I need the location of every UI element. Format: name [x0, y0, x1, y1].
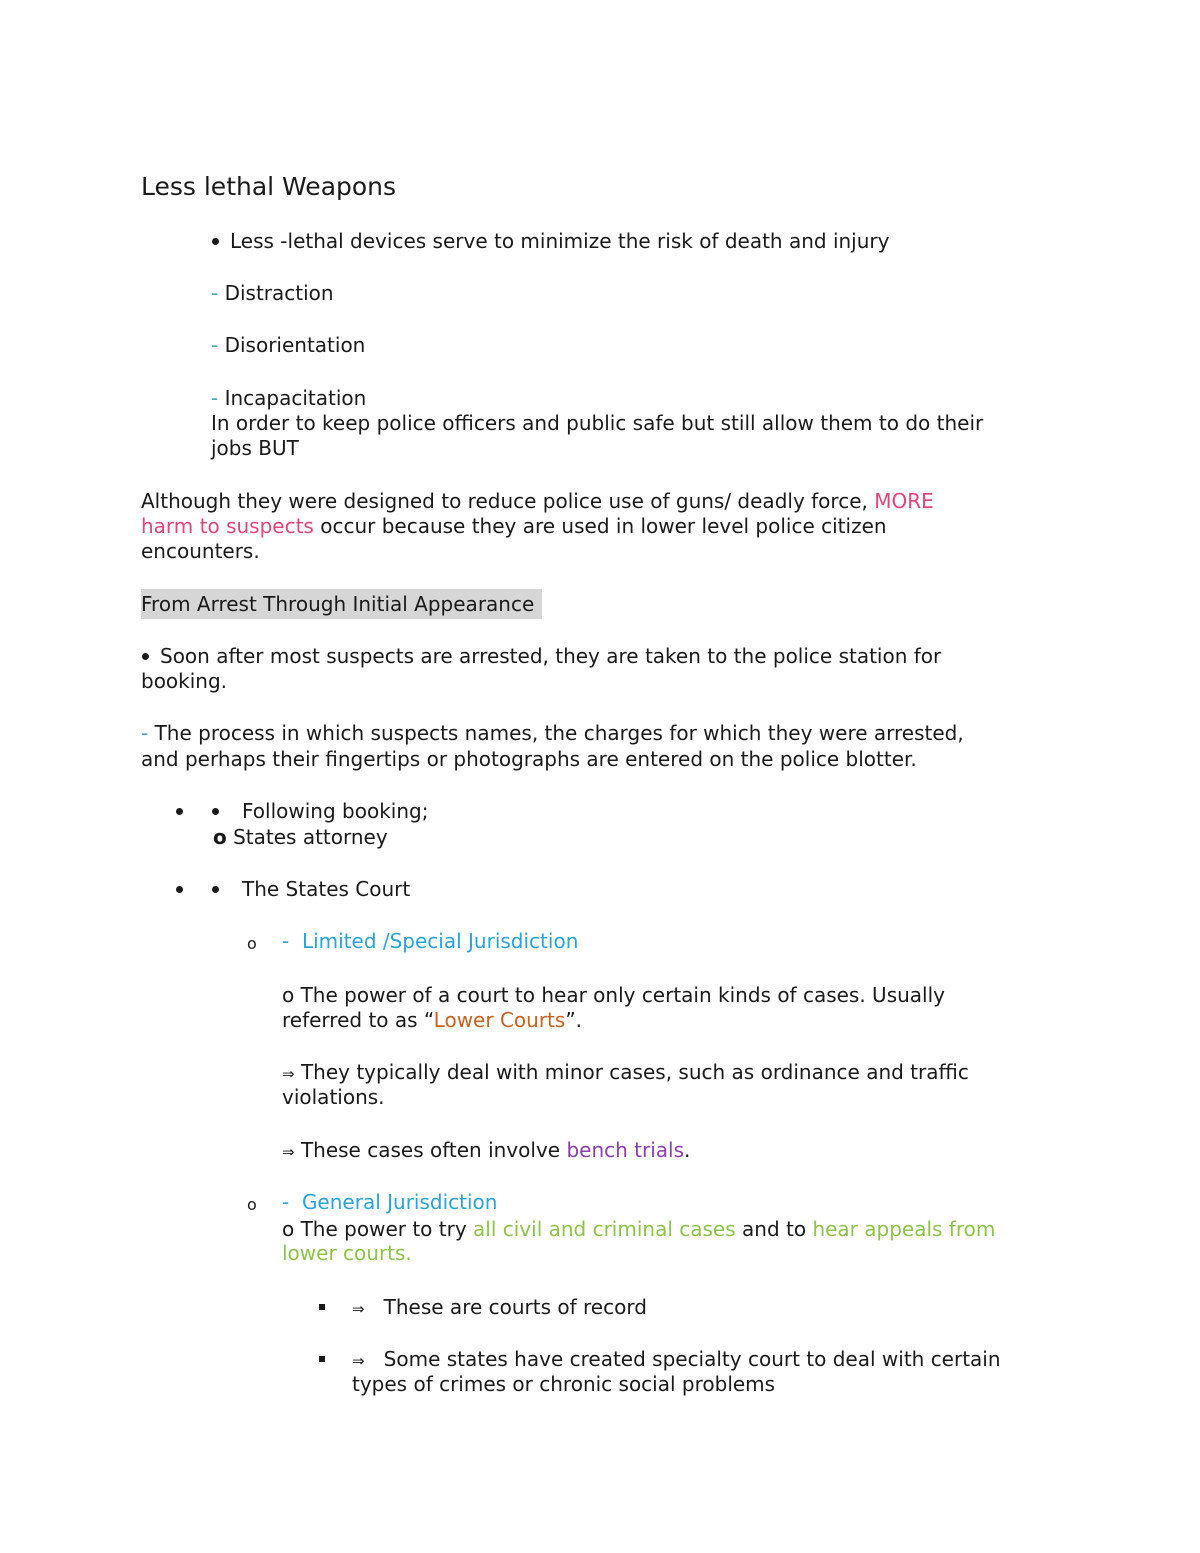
paragraph-line — [282, 1060, 969, 1087]
highlight-text: MORE — [874, 489, 934, 513]
text-run: The process in which suspects names, the charges for which they were arrested, — [148, 721, 964, 745]
heading-text: From Arrest Through Initial Appearance — [141, 589, 542, 619]
dash-marker: - — [211, 386, 219, 410]
list-item — [211, 281, 334, 306]
list-item: The States Court — [242, 877, 411, 901]
bullet-icon — [142, 653, 149, 660]
paragraph-line: and perhaps their fingertips or photographs are entered on the police blotter. — [141, 747, 917, 771]
list-item — [282, 929, 578, 954]
paragraph-line — [141, 721, 964, 746]
bullet-icon — [212, 808, 219, 815]
list-item — [352, 1347, 1001, 1374]
bullet-icon — [212, 886, 219, 893]
bullet-text: Less -lethal devices serve to minimize the risk of death and injury — [230, 229, 890, 253]
arrow-icon: ⇒ — [282, 1065, 295, 1083]
bullet-icon — [176, 808, 183, 815]
dash-marker: - — [282, 929, 290, 953]
highlight-text: hear appeals from — [812, 1217, 996, 1241]
bullet-icon — [176, 886, 183, 893]
paragraph-line — [141, 489, 934, 514]
paragraph-line — [141, 514, 887, 539]
text-run: . — [684, 1138, 691, 1162]
dash-marker: - — [282, 1190, 290, 1214]
item-text: Distraction — [224, 281, 334, 305]
o-marker: o — [247, 934, 257, 953]
dash-marker: - — [211, 281, 219, 305]
highlight-text: bench trials — [566, 1138, 684, 1162]
o-marker: o — [247, 1195, 257, 1214]
item-text: Incapacitation — [224, 386, 367, 410]
paragraph-line: Soon after most suspects are arrested, they are taken to the police station for — [160, 644, 942, 668]
arrow-icon: ⇒ — [352, 1352, 365, 1370]
text-run: Although they were designed to reduce police use of guns/ deadly force, — [141, 489, 875, 513]
paragraph-line — [282, 1008, 582, 1033]
list-item — [352, 1295, 647, 1322]
highlight-text: harm to suspects — [141, 514, 314, 538]
highlight-text: Lower Courts — [433, 1008, 566, 1032]
dash-marker: - — [141, 721, 149, 745]
list-item — [282, 1190, 497, 1215]
bullet-icon — [212, 238, 219, 245]
list-item — [211, 386, 366, 411]
item-text: Limited /Special Jurisdiction — [301, 929, 579, 953]
page-title: Less lethal Weapons — [141, 172, 397, 201]
item-text: Some states have created specialty court to deal with certain — [383, 1347, 1001, 1371]
item-text: General Jurisdiction — [301, 1190, 498, 1214]
paragraph-line: In order to keep police officers and public safe but still allow them to do their — [211, 411, 984, 435]
paragraph-line: lower courts. — [282, 1241, 412, 1265]
paragraph-line: violations. — [282, 1085, 385, 1109]
item-text: Disorientation — [224, 333, 366, 357]
item-text: These are courts of record — [383, 1295, 647, 1319]
text-run: o The power to try — [282, 1217, 474, 1241]
square-bullet-icon — [319, 1356, 325, 1362]
paragraph-line: booking. — [141, 669, 228, 693]
highlight-text: all civil and criminal cases — [473, 1217, 736, 1241]
paragraph-line — [282, 1138, 690, 1165]
arrow-icon: ⇒ — [352, 1300, 365, 1318]
text-run: These cases often involve — [300, 1138, 567, 1162]
arrow-icon: ⇒ — [282, 1143, 295, 1161]
paragraph-line: jobs BUT — [211, 436, 299, 460]
list-item — [211, 333, 365, 358]
item-text: States attorney — [233, 825, 388, 849]
o-marker: o — [213, 825, 227, 849]
square-bullet-icon — [319, 1304, 325, 1310]
section-heading — [141, 592, 542, 617]
paragraph-line: encounters. — [141, 539, 260, 563]
list-item — [213, 825, 388, 850]
text-run: They typically deal with minor cases, such as ordinance and traffic — [300, 1060, 969, 1084]
text-run: occur because they are used in lower level police citizen — [313, 514, 887, 538]
paragraph-line: o The power of a court to hear only certain kinds of cases. Usually — [282, 983, 945, 1007]
list-item: Following booking; — [242, 799, 429, 823]
text-run: referred to as “ — [282, 1008, 434, 1032]
text-run: and to — [735, 1217, 813, 1241]
paragraph-line: types of crimes or chronic social problems — [352, 1372, 776, 1396]
text-run: ”. — [565, 1008, 583, 1032]
paragraph-line — [282, 1217, 995, 1242]
dash-marker: - — [211, 333, 219, 357]
